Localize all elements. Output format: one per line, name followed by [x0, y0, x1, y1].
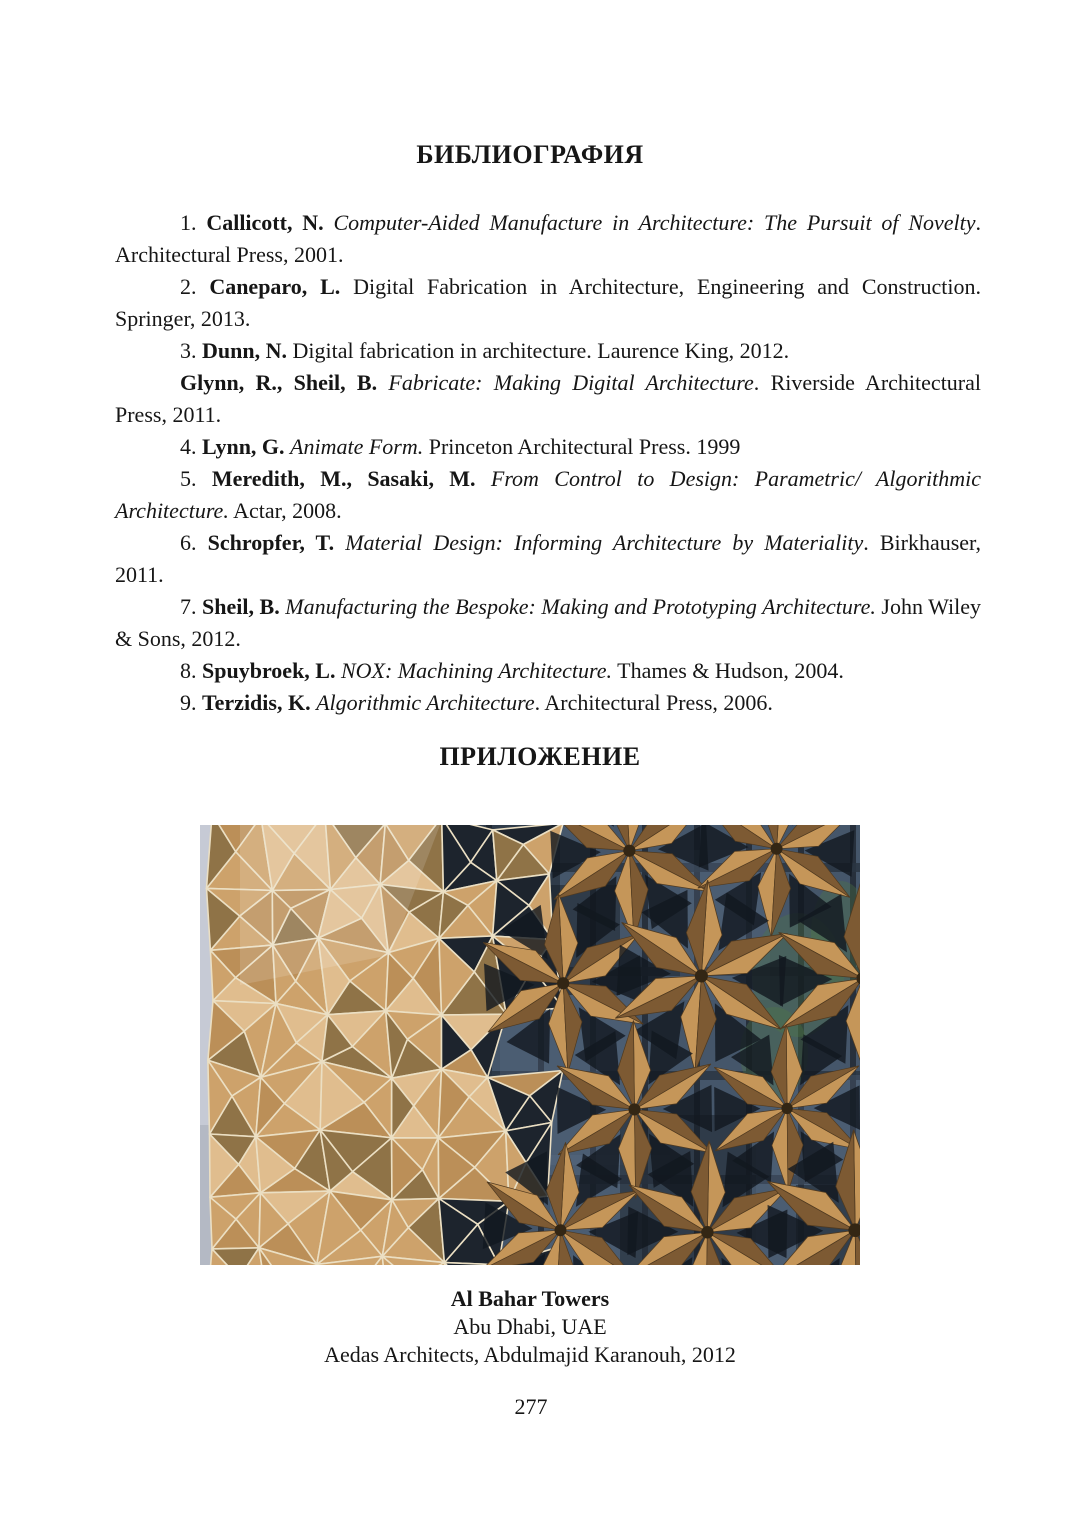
facade-photo — [200, 825, 860, 1265]
text-segment: 8. — [180, 658, 202, 683]
bibliography-entry — [115, 687, 981, 719]
text-segment: Caneparo, L. — [209, 274, 354, 299]
bibliography-entry — [115, 431, 981, 463]
text-segment: . Architectural Press, 2001. — [115, 210, 982, 267]
text-segment: 2. — [180, 274, 210, 299]
text-segment: . Riverside Architectural Press, 2011. — [115, 370, 982, 427]
bibliography-entry — [115, 463, 981, 527]
text-segment: John Wiley & Sons, 2012. — [115, 594, 982, 651]
text-segment: Thames & Hudson, 2004. — [612, 658, 844, 683]
figure-title: Al Bahar Towers — [450, 1286, 610, 1311]
text-segment: Digital fabrication in architecture. Laurence King, 2012. — [292, 338, 790, 363]
text-segment: 4. — [180, 434, 202, 459]
text-segment: Princeton Architectural Press. 1999 — [423, 434, 741, 459]
text-segment: Callicott, N. — [206, 210, 334, 235]
figure-caption — [200, 1285, 860, 1369]
text-segment: From Control to Design: Parametric/ Algorithmic Architecture. — [115, 466, 981, 523]
text-segment: Algorithmic Architecture — [316, 690, 535, 715]
figure-location: Abu Dhabi, UAE — [453, 1314, 607, 1339]
figure-credit: Aedas Architects, Abdulmajid Karanouh, 2012 — [324, 1342, 736, 1367]
text-segment: Meredith, M., Sasaki, M. — [211, 466, 491, 491]
bibliography-entry — [115, 207, 981, 271]
text-segment: 6. — [180, 530, 208, 555]
text-segment: 5. — [180, 466, 212, 491]
text-segment: NOX: Machining Architecture. — [340, 658, 613, 683]
bibliography-list — [115, 207, 981, 719]
bibliography-entry — [115, 527, 981, 591]
appendix-heading: ПРИЛОЖЕНИЕ — [439, 742, 641, 771]
text-segment: 1. — [180, 210, 207, 235]
bibliography-entry — [115, 655, 981, 687]
text-segment: Sheil, B. — [202, 594, 286, 619]
text-segment: 7. — [180, 594, 203, 619]
text-segment: Glynn, R., Sheil, B. — [180, 370, 389, 395]
text-segment: Material Design: Informing Architecture by Materiality — [345, 530, 864, 555]
text-segment: . Architectural Press, 2006. — [534, 690, 773, 715]
text-segment: Animate Form. — [290, 434, 424, 459]
text-segment: Lynn, G. — [202, 434, 291, 459]
bibliography-entry — [115, 591, 981, 655]
text-segment: Digital Fabrication in Architecture, Engineering and Construction. Springer, 2013. — [115, 274, 982, 331]
bibliography-entry — [115, 335, 981, 367]
text-segment: Terzidis, K. — [202, 690, 317, 715]
text-segment: Dunn, N. — [202, 338, 293, 363]
text-segment: Fabricate: Making Digital Architecture — [388, 370, 754, 395]
text-segment: Manufacturing the Bespoke: Making and Prototyping Architecture. — [285, 594, 876, 619]
bibliography-entry — [115, 271, 981, 335]
text-segment: 9. — [180, 690, 202, 715]
text-segment: Spuybroek, L. — [202, 658, 341, 683]
text-segment: 3. — [180, 338, 202, 363]
bibliography-heading: БИБЛИОГРАФИЯ — [416, 140, 644, 169]
text-segment: Computer-Aided Manufacture in Architecture: The Pursuit of Novelty — [333, 210, 976, 235]
bibliography-entry — [115, 367, 981, 431]
facade-photo-illustration — [200, 825, 860, 1265]
text-segment: Actar, 2008. — [228, 498, 342, 523]
page-number: 277 — [514, 1394, 548, 1419]
text-segment: Schropfer, T. — [207, 530, 346, 555]
text-segment: . Birkhauser, 2011. — [115, 530, 982, 587]
